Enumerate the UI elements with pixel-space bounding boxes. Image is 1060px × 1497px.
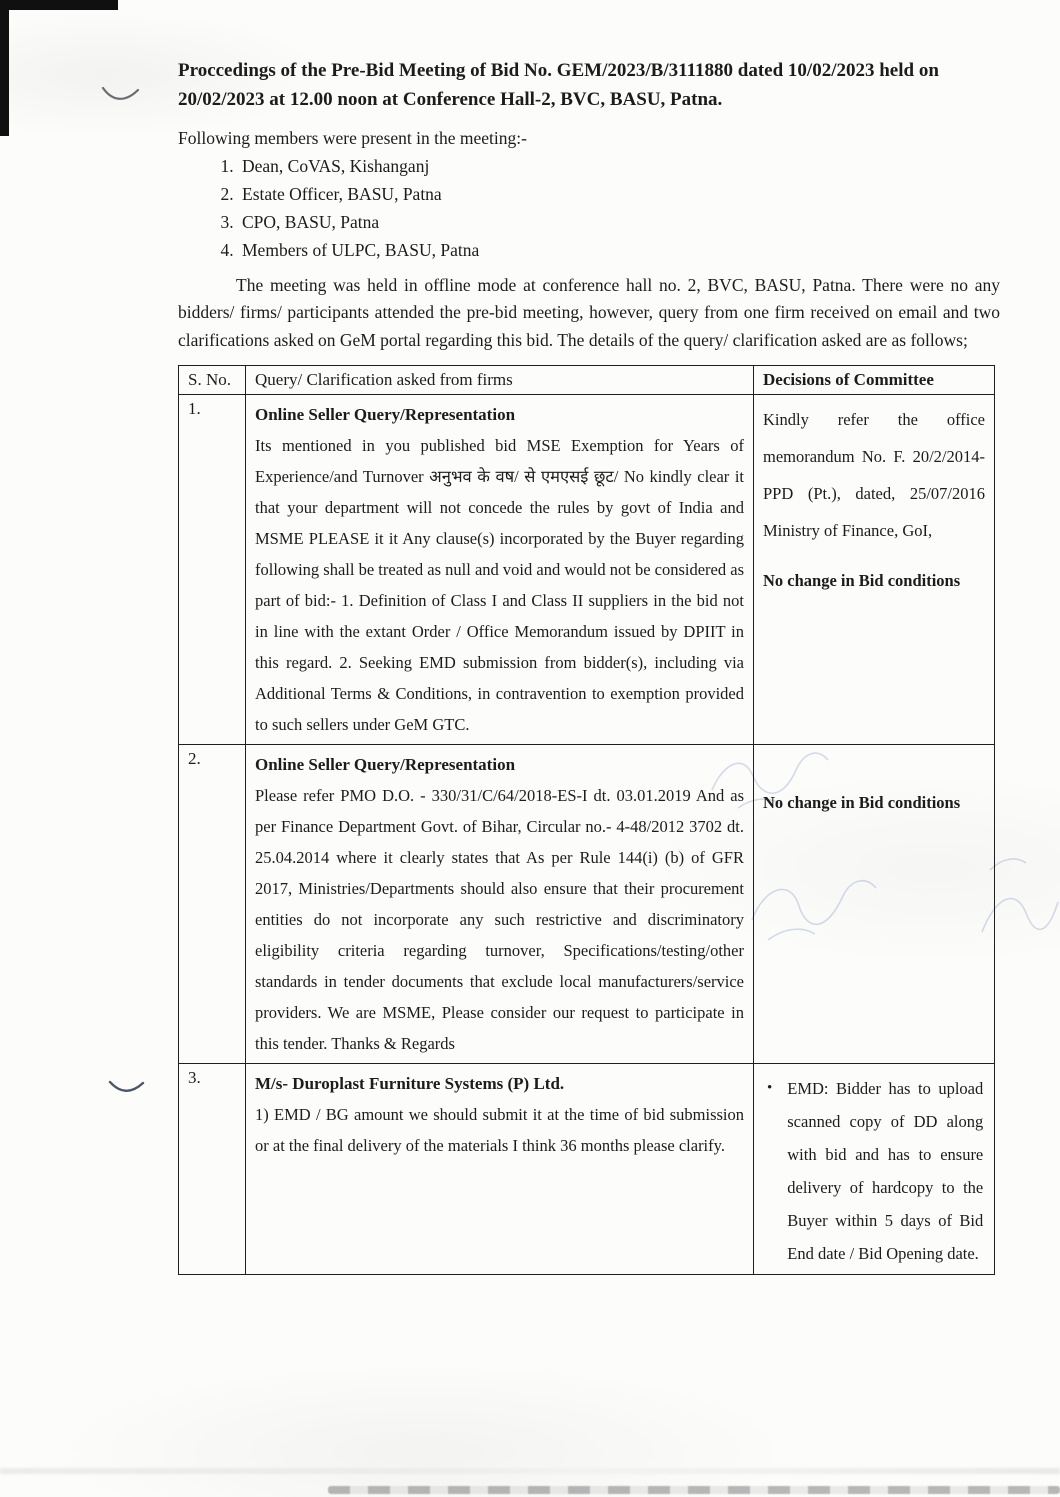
query-cell-3 bbox=[246, 1064, 754, 1275]
scan-smudge-faint bbox=[0, 1468, 1060, 1474]
sno-cell-3: 3. bbox=[179, 1064, 246, 1275]
header-query: Query/ Clarification asked from firms bbox=[246, 366, 754, 395]
decision-cell-2 bbox=[754, 745, 995, 1064]
query-body: Its mentioned in you published bid MSE Exemption for Years of Experience/and Turnover अनुभव के वष/ से एमएसई छूट/ No kindly clear it that your department will not concede the rules by govt of India and MSME PLEASE it it Any clause(s) incorporated by the Buyer regarding following shall be treated as null and void and would not be considered as part of bid:- 1. Definition of Class I and Class II suppliers in the bid not in line with the extant Order / Office Memorandum issued by DPIIT in this regard. 2. Seeking EMD submission from bidder(s), including via Additional Terms & Conditions, in contravention to exemption provided to such sellers under GeM GTC. bbox=[255, 436, 744, 735]
member-item: 2. Estate Officer, BASU, Patna bbox=[238, 181, 1000, 208]
decision-bold-note: No change in Bid conditions bbox=[763, 571, 961, 591]
query-title: Online Seller Query/Representation bbox=[255, 405, 516, 425]
header-decision: Decisions of Committee bbox=[754, 366, 995, 395]
query-body: 1) EMD / BG amount we should submit it at the time of bid submission or at the final delivery of the materials I think 36 months please clarify. bbox=[255, 1105, 744, 1156]
members-list bbox=[178, 153, 1000, 264]
member-item: 4. Members of ULPC, BASU, Patna bbox=[238, 237, 1000, 264]
sno-cell-1: 1. bbox=[179, 395, 246, 745]
decision-body: Kindly refer the office memorandum No. F. 20/2/2014-PPD (Pt.), dated, 25/07/2016 Ministry of Finance, GoI, bbox=[763, 410, 985, 541]
meeting-summary-paragraph: The meeting was held in offline mode at conference hall no. 2, BVC, BASU, Patna. There were no any bidders/ firms/ participants attended the pre-bid meeting, however, query from one firm received on email and two clarifications asked on GeM portal regarding this bid. The details of the query/ clarification asked are as follows; bbox=[178, 274, 1000, 350]
pen-curve-mark-left bbox=[110, 1082, 143, 1091]
decision-cell-1 bbox=[754, 395, 995, 745]
bullet-icon: • bbox=[767, 1080, 773, 1097]
scan-edge-artifact-left bbox=[0, 0, 9, 136]
table-row bbox=[179, 745, 995, 1064]
member-item: 1. Dean, CoVAS, Kishanganj bbox=[238, 153, 1000, 180]
query-clarification-table bbox=[178, 365, 995, 1275]
decision-bold-note: No change in Bid conditions bbox=[763, 793, 961, 813]
scan-smudge-band bbox=[328, 1486, 1060, 1494]
decision-bullet-item bbox=[763, 1068, 985, 1270]
table-header-row bbox=[179, 366, 995, 395]
document-title: Proccedings of the Pre-Bid Meeting of Bid No. GEM/2023/B/3111880 dated 10/02/2023 held on 20/02/2023 at 12.00 noon at Conference Hall-2, BVC, BASU, Patna. bbox=[178, 60, 939, 111]
table-row bbox=[179, 1064, 995, 1275]
query-cell-1 bbox=[246, 395, 754, 745]
query-title: M/s- Duroplast Furniture Systems (P) Ltd. bbox=[255, 1074, 565, 1094]
document-content bbox=[178, 56, 1000, 1275]
decision-bullet-text: EMD: Bidder has to upload scanned copy of DD along with bid and has to ensure delivery of hardcopy to the Buyer within 5 days of Bid End date / Bid Opening date. bbox=[787, 1079, 984, 1264]
pen-curve-mark-top bbox=[103, 88, 138, 99]
query-title: Online Seller Query/Representation bbox=[255, 755, 516, 775]
member-item: 3. CPO, BASU, Patna bbox=[238, 209, 1000, 236]
decision-cell-3 bbox=[754, 1064, 995, 1275]
header-sno: S. No. bbox=[179, 366, 246, 395]
members-intro-line: Following members were present in the meeting:- bbox=[178, 127, 527, 148]
scan-edge-artifact-top bbox=[0, 0, 118, 10]
query-body: Please refer PMO D.O. - 330/31/C/64/2018-ES-I dt. 03.01.2019 And as per Finance Department Govt. of Bihar, Circular no.- 4-48/2012 3702 dt. 25.04.2014 where it clearly states that As per Rule 144(i) (b) of GFR 2017, Ministries/Departments should also ensure that their procurement entities do not incorporate any such restrictive and discriminatory eligibility criteria regarding turnover, Specifications/testing/other standards in tender documents that exclude local manufacturers/service providers. We are MSME, Please consider our request to participate in this tender. Thanks & Regards bbox=[255, 786, 744, 1054]
query-cell-2 bbox=[246, 745, 754, 1064]
sno-cell-2: 2. bbox=[179, 745, 246, 1064]
table-row bbox=[179, 395, 995, 745]
